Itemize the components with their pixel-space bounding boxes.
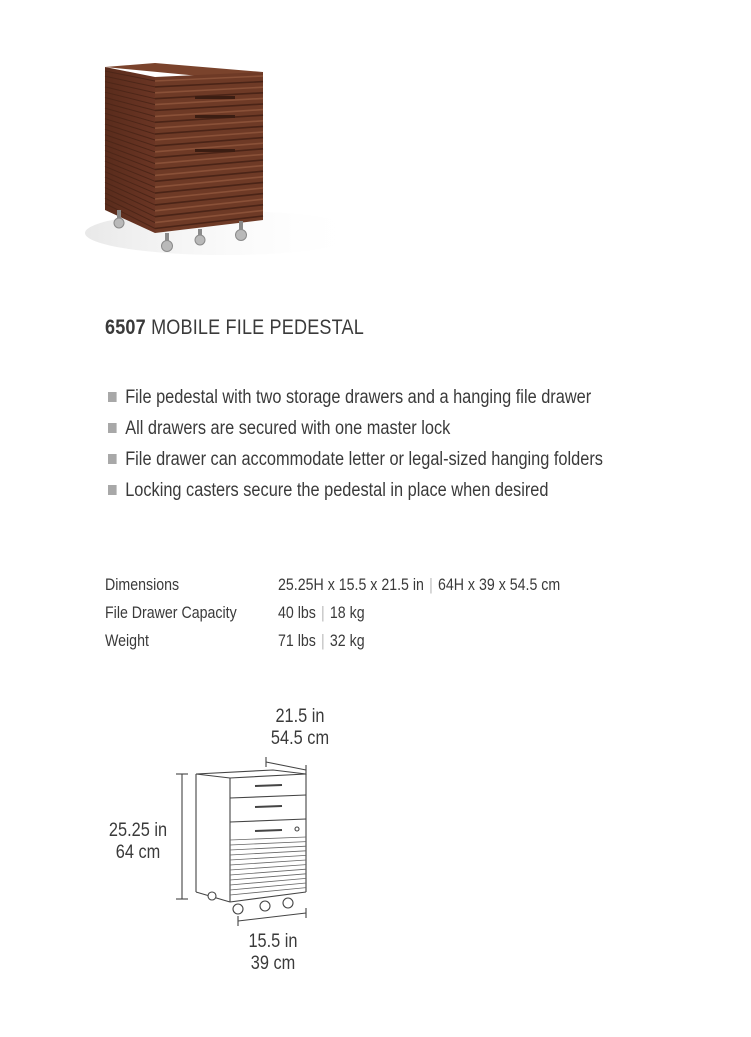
drawer-handle-icon bbox=[195, 96, 235, 99]
height-dimension-label: 25.25 in 64 cm bbox=[108, 820, 168, 863]
drawer-handle-icon bbox=[195, 149, 235, 152]
square-bullet-icon bbox=[108, 485, 117, 495]
product-photo bbox=[85, 55, 375, 275]
spec-row-capacity bbox=[105, 601, 705, 629]
divider: | bbox=[321, 632, 325, 650]
square-bullet-icon bbox=[108, 392, 117, 402]
feature-item: All drawers are secured with one master lock bbox=[108, 415, 603, 446]
square-bullet-icon bbox=[108, 423, 117, 433]
divider: | bbox=[429, 576, 433, 594]
spec-label: Dimensions bbox=[105, 576, 180, 594]
depth-dimension-label: 21.5 in 54.5 cm bbox=[270, 706, 330, 749]
width-dimension-label: 15.5 in 39 cm bbox=[248, 931, 298, 974]
product-title bbox=[105, 316, 364, 340]
dimension-drawing bbox=[170, 760, 320, 920]
spec-value: 25.25H x 15.5 x 21.5 in | 64H x 39 x 54.5 cm bbox=[278, 576, 561, 594]
divider: | bbox=[321, 604, 325, 622]
feature-list bbox=[108, 384, 684, 508]
spec-table bbox=[105, 573, 705, 657]
feature-item: File pedestal with two storage drawers and a hanging file drawer bbox=[108, 384, 603, 415]
square-bullet-icon bbox=[108, 454, 117, 464]
spec-row-dimensions bbox=[105, 573, 705, 601]
spec-label: File Drawer Capacity bbox=[105, 604, 237, 622]
feature-item: Locking casters secure the pedestal in place when desired bbox=[108, 477, 603, 508]
model-number: 6507 bbox=[105, 316, 146, 339]
product-name: MOBILE FILE PEDESTAL bbox=[151, 316, 364, 339]
spec-label: Weight bbox=[105, 632, 149, 650]
spec-row-weight bbox=[105, 629, 705, 657]
spec-value: 40 lbs | 18 kg bbox=[278, 604, 365, 622]
feature-item: File drawer can accommodate letter or legal-sized hanging folders bbox=[108, 446, 603, 477]
spec-value: 71 lbs | 32 kg bbox=[278, 632, 365, 650]
drawer-handle-icon bbox=[195, 115, 235, 118]
